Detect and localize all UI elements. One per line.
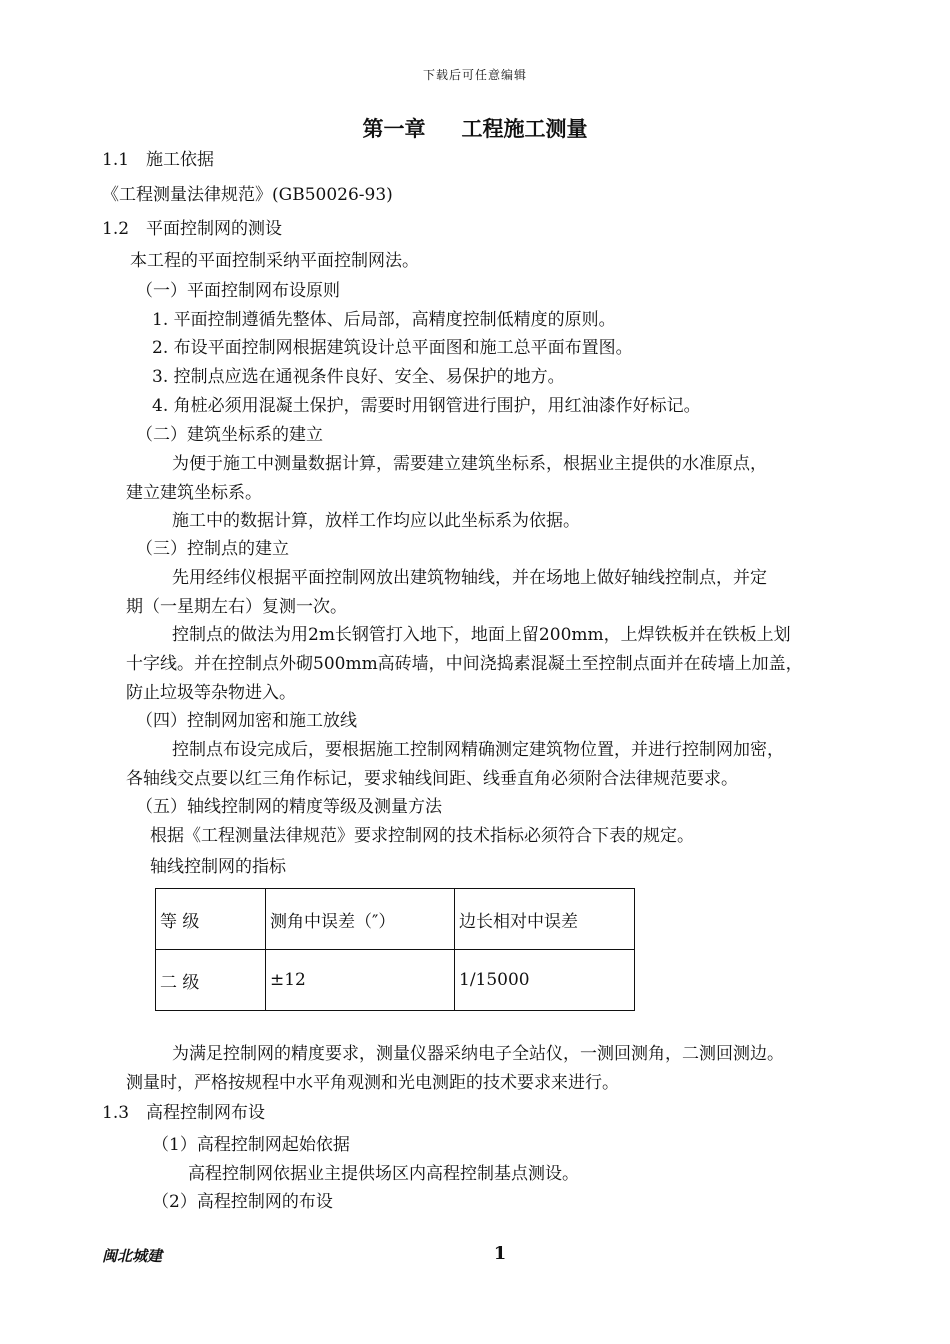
table-cell: 二 级 [156, 950, 266, 1011]
paragraph-line: 控制点的做法为用2m长钢管打入地下，地面上留200mm，上焊铁板并在铁板上划 [172, 625, 791, 645]
table-header-row [156, 889, 635, 950]
list-item: 3. 控制点应选在通视条件良好、安全、易保护的地方。 [152, 367, 565, 387]
chapter-name: 工程施工测量 [461, 117, 588, 141]
paragraph-line: 施工中的数据计算，放样工作均应以此坐标系为依据。 [172, 511, 580, 531]
subsection-heading: （1）高程控制网起始依据 [152, 1135, 350, 1155]
paragraph-line: 十字线。并在控制点外砌500mm高砖墙，中间浇捣素混凝土至控制点面并在砖墙上加盖， [126, 654, 803, 674]
section-heading: 1.3 高程控制网布设 [102, 1103, 266, 1123]
chapter-title [0, 113, 950, 143]
paragraph-line: 为满足控制网的精度要求，测量仪器采纳电子全站仪，一测回测角，二测回测边。 [172, 1044, 784, 1064]
table-header-cell: 测角中误差（″） [266, 889, 455, 950]
paragraph-line: 先用经纬仪根据平面控制网放出建筑物轴线，并在场地上做好轴线控制点，并定 [172, 568, 767, 588]
paragraph-line: 《工程测量法律规范》(GB50026-93) [102, 185, 393, 205]
table-header-cell: 等 级 [156, 889, 266, 950]
table-row [156, 950, 635, 1011]
table-caption: 轴线控制网的指标 [150, 857, 286, 877]
section-heading: 1.1 施工依据 [102, 150, 215, 170]
subsection-heading: （三）控制点的建立 [136, 539, 289, 559]
paragraph-line: 本工程的平面控制采纳平面控制网法。 [130, 251, 419, 271]
table-cell: 1/15000 [455, 950, 635, 1011]
paragraph-line: 建立建筑坐标系。 [126, 483, 262, 503]
page-number: 1 [493, 1243, 507, 1264]
chapter-number: 第一章 [362, 117, 426, 141]
paragraph-line: 控制点布设完成后，要根据施工控制网精确测定建筑物位置，并进行控制网加密， [172, 740, 784, 760]
accuracy-table [155, 888, 635, 1011]
paragraph-line: 防止垃圾等杂物进入。 [126, 683, 296, 703]
page-header-note: 下载后可任意编辑 [422, 68, 527, 82]
table-header-cell: 边长相对中误差 [455, 889, 635, 950]
subsection-heading: （一）平面控制网布设原则 [136, 281, 340, 301]
paragraph-line: 根据《工程测量法律规范》要求控制网的技术指标必须符合下表的规定。 [150, 826, 694, 846]
paragraph-line: 为便于施工中测量数据计算，需要建立建筑坐标系，根据业主提供的水准原点， [172, 454, 767, 474]
list-item: 2. 布设平面控制网根据建筑设计总平面图和施工总平面布置图。 [152, 338, 633, 358]
list-item: 1. 平面控制遵循先整体、后局部，高精度控制低精度的原则。 [152, 310, 616, 330]
subsection-heading: （二）建筑坐标系的建立 [136, 425, 323, 445]
section-heading: 1.2 平面控制网的测设 [102, 219, 283, 239]
footer-company: 闽北城建 [102, 1247, 163, 1265]
list-item: 4. 角桩必须用混凝土保护，需要时用钢管进行围护，用红油漆作好标记。 [152, 396, 701, 416]
paragraph-line: 测量时，严格按规程中水平角观测和光电测距的技术要求来进行。 [126, 1073, 619, 1093]
paragraph-line: 各轴线交点要以红三角作标记，要求轴线间距、线垂直角必须附合法律规范要求。 [126, 769, 738, 789]
paragraph-line: 高程控制网依据业主提供场区内高程控制基点测设。 [188, 1164, 579, 1184]
subsection-heading: （2）高程控制网的布设 [152, 1192, 333, 1212]
paragraph-line: 期（一星期左右）复测一次。 [126, 597, 347, 617]
table-cell: ±12 [266, 950, 455, 1011]
subsection-heading: （四）控制网加密和施工放线 [136, 711, 357, 731]
subsection-heading: （五）轴线控制网的精度等级及测量方法 [136, 797, 442, 817]
